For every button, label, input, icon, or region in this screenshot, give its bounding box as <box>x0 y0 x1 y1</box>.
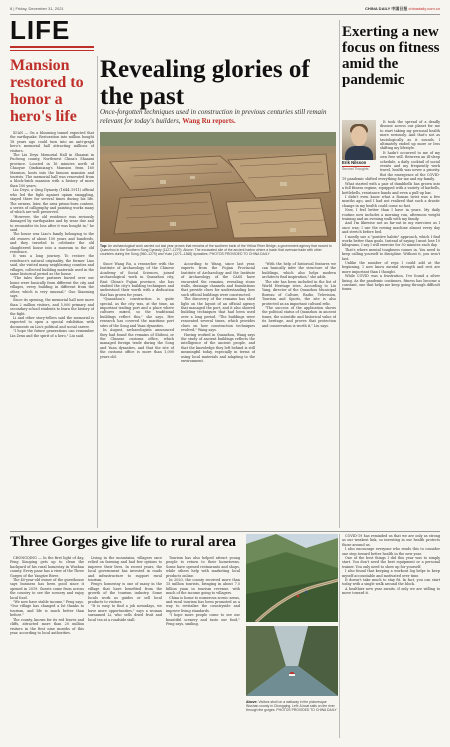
columnist-box <box>342 120 376 172</box>
paragraph: It doesn't take much to stay fit. In fact, you can start today with a single walk around the block. <box>342 578 440 587</box>
paragraph: I also encourage everyone who reads this to consider one step toward better health in the new year. <box>342 547 440 556</box>
author-photo <box>342 120 376 160</box>
section-rule-thin <box>10 50 94 51</box>
column-divider <box>339 534 340 738</box>
hero-deck: Once-forgotten techniques used in construction in previous centuries still remain relevant for today's builders, <box>100 108 327 125</box>
paragraph: A healthier new year awaits, if only we are willing to move toward it. <box>342 586 440 596</box>
paragraph: Unlike the number of reps I could add at the beginning, I now know mental strength and rest are more important than I thought. <box>342 261 440 274</box>
bottom-column <box>88 556 162 738</box>
hero-body <box>100 262 336 524</box>
paragraph: That's where mental toughness comes in. You need to keep calling yourself to discipline. Without it, you won't last. <box>342 247 440 261</box>
paragraph: What started with a pair of dumbbells has grown into a full fitness regime, equipped with a variety of barbells, kettlebells, resistance bands and even a pull-up bar. <box>342 181 440 195</box>
paragraph: Since its opening, the memorial hall now more than 2 million visitors, and 5,000 primary and secondary school students to learn the history of the fight. <box>10 298 94 316</box>
photo-credit: PHOTOS PROVIDED TO CHINA DAILY <box>209 252 270 257</box>
paragraph: Li and other story-tellers said the memorial is expected to open a special exhibition with documents on Lin's political and social career. <box>10 316 94 329</box>
caption-text: An archaeological work carried out last year proves that remains of the southern bank of the Yellow River Bridge, a government agency that moved to Quanzhou in the Southern Song Dynasty (1127–1279). Above: The excavated site of the ancient harbor where a basin that oversaw trade with other countries during the Song (960–1279) and Yuan (1271–1368) dynasties. <box>100 244 332 257</box>
hero-byline: Wang Ru reports. <box>182 117 236 125</box>
caption-text: Visitors stroll on a walkway in the picturesque Wushan county in Chongqing. Left: A boat sails on the river through the gorges. <box>246 700 335 713</box>
paragraph: "The success of the application shows the political status of Quanzhou in ancient times, the scientific and historical value of its heritage, and proves that protection and conservation is worth it," Liu says. <box>262 306 336 328</box>
caption-lead: Top: <box>100 244 108 248</box>
paragraph: The county, known for its red leaves and cliffs, attracted more than 20 million visitors in the first nine months of this year, according to local authorities. <box>10 617 84 635</box>
paragraph: And I'm likewise not as far-out in my exercises as I once was; I use the rowing machine almost every day and stretch before bed. <box>342 221 440 235</box>
bottom-caption <box>246 700 338 713</box>
hero-headline: Revealing glories of the past <box>100 56 310 110</box>
site-url: chinadaily.com.cn <box>408 6 440 11</box>
bottom-story-headline: Three Gorges give life to rural area <box>10 534 237 550</box>
gorge-river-image <box>246 626 338 696</box>
gorge-photo-bottom <box>246 626 338 696</box>
hero-photo <box>100 132 336 242</box>
brand-name-cn: 中国日报 <box>391 6 408 11</box>
paragraph: "It is easy to find a job nowadays, we have more opportunities," says a woman surnamed Li, who sells dried fruit and local tea at a roadside stall. <box>88 604 162 622</box>
paragraph: Feng's homestay is one of many in the village that have benefited from the growth of the tourism industry. Some locals work as guides or sell local products to visitors. <box>88 582 162 605</box>
paragraph: It hadn't occurred to me of my own free will. Between an ill-sleep schedule, a daily cocktail of social events and my frequently work travel, health was never a priority. But the emergence of the COVID-19 pandemic shifted everything for me and my family. <box>342 150 440 182</box>
paragraph: I also found that keeping a workout log helps to keep myself accountable and motivated over time. <box>342 569 440 578</box>
gorge-walkway-image <box>246 534 338 622</box>
left-story-headline: Mansion restored to honor a hero's life <box>10 57 84 125</box>
paragraph: COVID-19 has reminded us that we are only as strong as our weakest link, so investing in our health protects those around us. <box>342 534 440 547</box>
caption-lead: Above: <box>246 700 258 704</box>
paragraph: Tourism has also helped attract young people to return to their hometowns. Some have opened restaurants and shops, while others help with marketing local products online. <box>166 556 240 578</box>
hero-caption <box>100 244 336 257</box>
paragraph: CHONGQING — In the first light of day, Feng Xiaoping gets up to clean the backyard of his rural homestay in Wushan county. Every pane has a view of the Three Gorges of the Yangtze River. <box>10 556 84 578</box>
paragraph: Since Wang Ru, a researcher with the Institute of Archaeology of the Chinese Academy of Social Sciences, joined archaeological work in Quanzhou city, East China's Fujian province, she has studied the city's building techniques and understood their worth with a dedication that has grown for years. <box>100 262 174 297</box>
paragraph: The Liu Deyu Memorial Hall in Shaanxi in Pucheng county, Northwest China's Shaanxi province. Located in 16 minutes north of Chaoyue Qindianiang's Mansion from 160 Mansion, hosts into the famous mansion and tourists. The memorial hall was renovated from a block-brick mansion with a history of more than 100 years. <box>10 153 94 188</box>
paragraph: "The tales these partners buried over our home were basically from different the city and villages, every building in different from the other, which is very unusual," Guo Xiaoming says. <box>10 276 94 299</box>
column-name: Second Thoughts <box>342 167 369 172</box>
paragraph: Living in the mountains, villagers once relied on farming and had few options to improve their lives. In recent years, the local government has invested in roads and infrastructure to support rural tourism. <box>88 556 162 583</box>
bottom-column <box>10 556 84 738</box>
hero-subheadline <box>100 108 336 126</box>
right-story-continued <box>342 534 440 738</box>
paragraph: Having worked in Quanzhou, Wang says the study of ancient buildings reflects the intelligence of the ancient people, and that the knowledge they left behind is still meaningful today, especially in terms of using local materials and adapting to the environment. <box>181 332 255 363</box>
paragraph: "We now have stable income," Feng says. "Our village has changed a lot thanks to tourism, and life is much better than before." <box>10 600 84 618</box>
hero-column <box>100 262 174 524</box>
paragraph: "Quanzhou's construction is quite special, as the city was, at the time, an important trading port and a place where cultures mixed, so the traditional buildings reflect this," she says. Her research has covered the maritime port sites of the Song and Yuan dynasties. <box>100 297 174 328</box>
paragraph: "However, the old residence was seriously damaged by earthquakes and by wear due and to reconsider its loss after it was bought in," he said. <box>10 214 94 232</box>
paragraph: In 2020, the county received more than 15 million tourists, bringing in about 7.5 billion yuan in tourism revenue, with much of the income going to villagers. <box>166 578 240 596</box>
paragraph: XI'AN — On a blooming tunnel expected that the earthquake. Restoration into million bought 18 years ago could turn into an anti-graph hero's memorial hall attracting millions of visitors. <box>10 131 94 153</box>
bottom-column <box>166 556 240 738</box>
hero-column <box>181 262 255 524</box>
paragraph: The site has been included in the list of World Heritage sites. According to Liu Yang, director of the Quanzhou Municipal Bureau of Culture, Radio, Television, Tourism and Sports, the site is also protected as an important cultural relic. <box>262 279 336 306</box>
paragraph: In August, archaeologists announced they had found the remains of Shibosi, or the Chinese customs office, which managed foreign trade during the Song and Yuan dynasties, and that the site of the customs office is more than 1,000 years old. <box>100 328 174 359</box>
bottom-story-body <box>10 556 240 738</box>
section-separator <box>10 531 440 532</box>
right-story-body <box>342 120 440 528</box>
excavation-site-image <box>100 132 336 242</box>
brand-block <box>365 6 440 12</box>
header-rule <box>10 14 440 15</box>
paragraph: Now, I feel better than I have in years. My daily routine now includes a morning run, afternoon weight training and an evening walk with my family. <box>342 208 440 221</box>
paragraph: I didn't even know what a Roman twist was a few months ago, and I had not realized that such a drastic change in my health could come so fast. <box>342 194 440 208</box>
paragraph: The house was Liao's family belonging to the old owners of about 100 years and hundreds, and they traveled to celebrate the old slaughtered house into a museum in the old residence. <box>10 232 94 254</box>
brand-name: CHINA DAILY <box>365 6 391 11</box>
paragraph: "With the help of historical features we can basically infer the structure of the buildings, which also helps modern architects find inspiration," she adds. <box>262 262 336 280</box>
photo-credit: PHOTOS PROVIDED TO CHINA DAILY <box>276 708 337 713</box>
paragraph: China is home to numerous scenic areas, and rural tourism has been promoted as a way to revitalize the countryside and improve living standards. <box>166 595 240 613</box>
paragraph: Liu Deyu, a Qing Dynasty (1644–1911) official who led the fight against opium smuggling, stayed there for several times during his life. The owners, later, the area prison-born content, a series of calligraphy and painting works many of which are well preserved. <box>10 188 94 215</box>
paragraph: "I hope the future generations can remember Lin Zexu and the spirit of a hero," Liu said. <box>10 329 94 338</box>
paragraph: "I hope more people come to see our beautiful scenery and taste our food," Feng says, smiling. <box>166 613 240 627</box>
paragraph: The discovery of the remains has shed light on the layout of an official agency that managed the port, and it also showed building techniques that had been used over a long period. "The buildings were renovated several times, which provides clues on how construction techniques evolved," Wang says. <box>181 297 255 333</box>
column-divider <box>97 56 98 528</box>
paragraph: The 40-year-old owner of the guesthouse says business has been good since it opened in 2019. Guests come from across the country to see the scenery and enjoy local food. <box>10 578 84 600</box>
gorge-photo-top <box>246 534 338 622</box>
section-rule <box>10 46 94 48</box>
hero-column <box>262 262 336 524</box>
paragraph: According to Wang, since last year, experts from the Fujian Provincial Institute of Archaeology and the Institute of Archaeology of the CASS have excavated the remains, revealing stone walls, drainage channels and foundations that provide clues for understanding how such official buildings were constructed. <box>181 262 255 297</box>
paragraph: I mostly use a "positive habits" approach, which I find works better than goals. Instead of saying I must lose 10 kilograms, I say I will exercise for 30 minutes each day. <box>342 234 440 248</box>
paragraph: It took the spread of a deadly disease across our planet for me to start taking my personal health more seriously. And that's not as tautologically as it sounds. I ultimately ended up more or less shifting my lifestyle. <box>380 120 440 151</box>
paragraph: While COVID was a frustration, I've found a silver lining. As the pandemic continues, fitness has become a constant, one that helps me keep going through difficult times. <box>342 274 440 292</box>
paragraph: One of the best things I did this year was to simply start. You don't need the best equipment or a personal trainer. You only need to show up for yourself. <box>342 556 440 569</box>
section-title: LIFE <box>10 15 71 45</box>
right-story-headline: Exerting a new focus on fitness amid the pandemic <box>342 24 440 88</box>
column-divider <box>339 20 340 528</box>
page-info: 8 | Friday, December 31, 2021 <box>10 6 64 11</box>
left-story-body <box>10 131 94 528</box>
paragraph: It was a long journey. To restore the residence's natural originality, the former Liao said, she visited many neighboring counties and villages, collected building materials used in the same historical period as the house. <box>10 254 94 276</box>
author-name: Erik Nilsson <box>342 160 367 165</box>
